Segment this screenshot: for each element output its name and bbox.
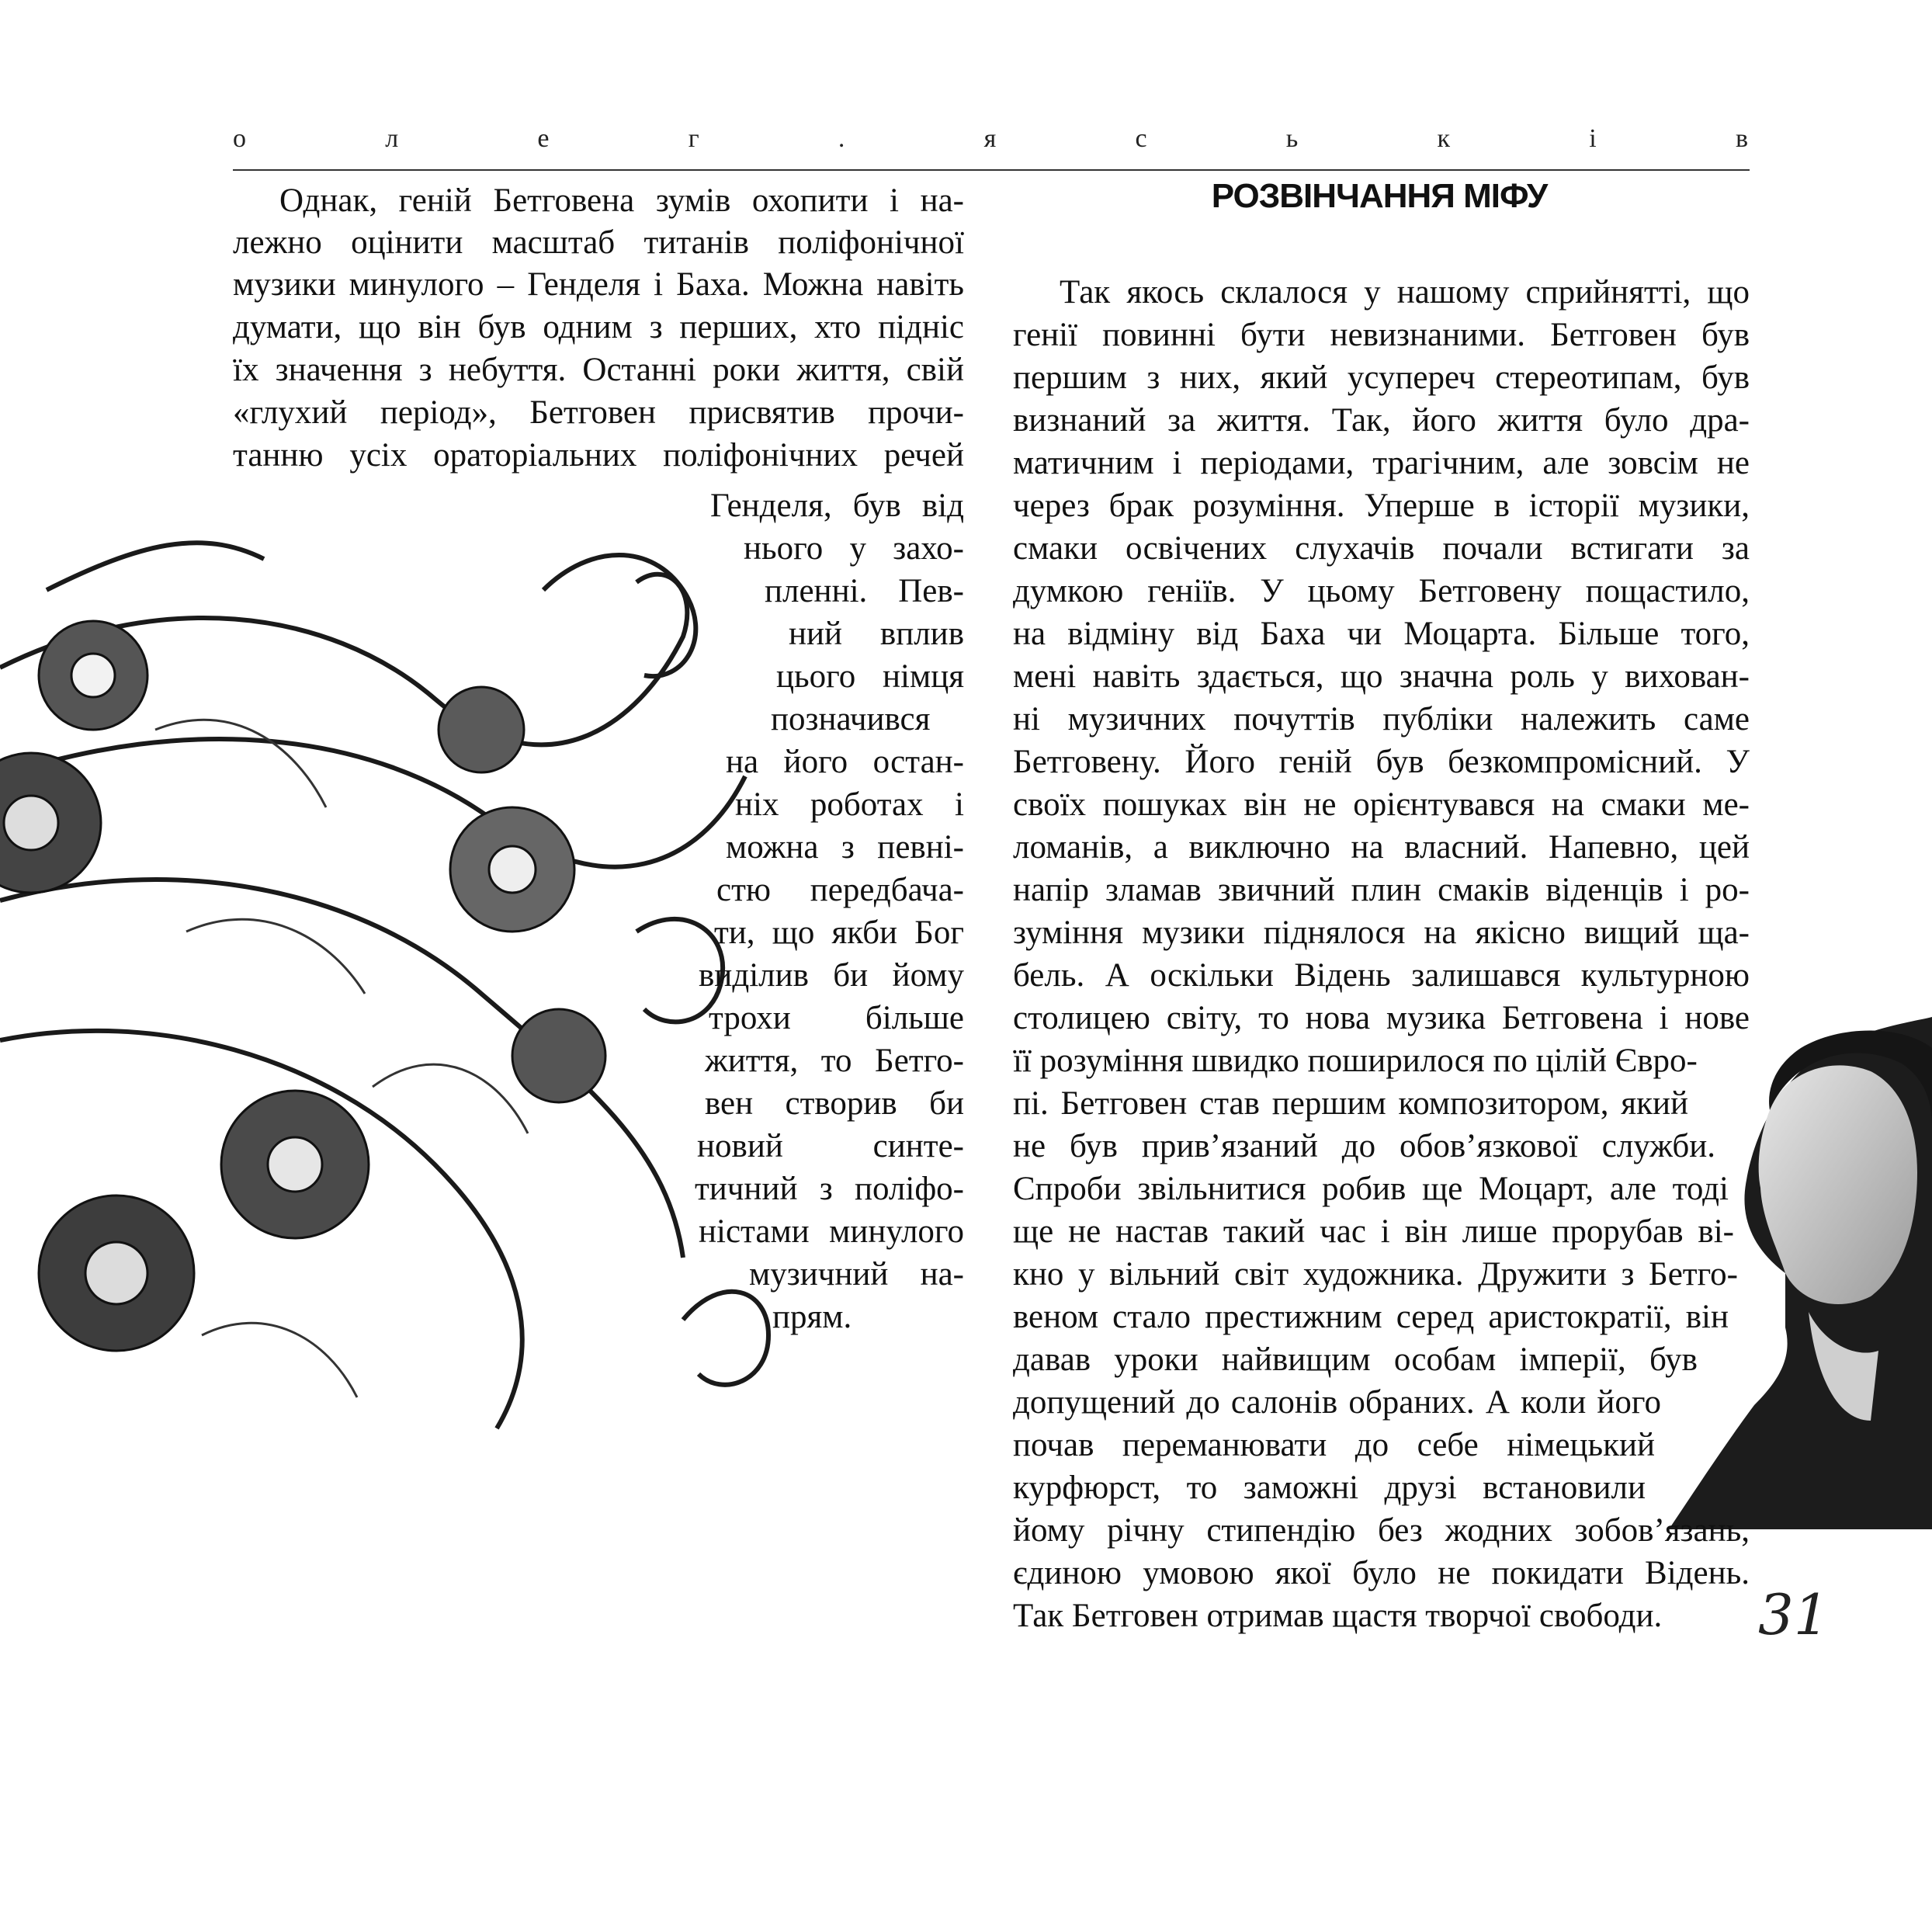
- right-text-line: генії повинні бути невизнаними. Бетговен був: [1013, 317, 1750, 353]
- left-text-line: стю передбача-: [716, 872, 964, 908]
- header-letter: і: [1589, 124, 1598, 153]
- left-text-line: прям.: [772, 1299, 852, 1335]
- right-text-line: мені навіть здається, що значна роль у вихован-: [1013, 658, 1750, 695]
- header-letter: с: [1135, 124, 1149, 153]
- left-text-line: музики минулого – Генделя і Баха. Можна навіть: [233, 266, 964, 303]
- right-text-line: визнаний за життя. Так, його життя було дра-: [1013, 402, 1750, 439]
- header-letter: г: [688, 124, 701, 153]
- right-text-line: бель. А оскільки Відень залишався культурною: [1013, 957, 1750, 994]
- right-text-line: веном стало престижним серед аристократії, він: [1013, 1299, 1729, 1335]
- running-header: [233, 124, 1750, 154]
- left-text-line: лежно оцінити масштаб титанів поліфонічної: [233, 224, 964, 261]
- header-letter: е: [537, 124, 551, 153]
- right-text-line: не був прив’язаний до обов’язкової служби.: [1013, 1128, 1715, 1164]
- left-text-line: ти, що якби Бог: [714, 914, 964, 951]
- left-text-line: їх значення з небуття. Останні роки життя, свій: [233, 352, 964, 388]
- right-text-line: ще не настав такий час і він лише прорубав ві-: [1013, 1213, 1734, 1250]
- header-letter: л: [385, 124, 401, 153]
- header-rule: [233, 169, 1750, 171]
- left-text-line: на його остан-: [726, 744, 964, 780]
- left-text-line: ніх роботах і: [735, 786, 964, 823]
- left-text-line: цього німця: [776, 658, 964, 695]
- left-text-line: «глухий період», Бетговен присвятив прочи-: [233, 394, 964, 431]
- header-letter: в: [1735, 124, 1750, 153]
- left-text-line: вен створив би: [705, 1085, 964, 1122]
- left-text-line: думати, що він був одним з перших, хто підніс: [233, 309, 964, 345]
- right-text-line: матичним і періодами, трагічним, але зовсім не: [1013, 445, 1750, 481]
- right-text-line: столицею світу, то нова музика Бетговена і нове: [1013, 1000, 1750, 1036]
- right-text-line: ні музичних почуттів публіки належить саме: [1013, 701, 1750, 737]
- left-text-line: виділив би йому: [699, 957, 964, 994]
- right-text-line: Так якось склалося у нашому сприйнятті, що: [1060, 274, 1750, 311]
- left-text-line: позначився: [771, 701, 931, 737]
- right-text-line: давав уроки найвищим особам імперії, був: [1013, 1341, 1698, 1378]
- right-text-line: Бетговену. Його геній був безкомпромісний. У: [1013, 744, 1750, 780]
- left-text-line: Однак, геній Бетговена зумів охопити і на-: [279, 182, 964, 219]
- right-text-line: смаки освічених слухачів почали встигати за: [1013, 530, 1750, 567]
- right-text-line: ломанів, а виключно на власний. Напевно, цей: [1013, 829, 1750, 866]
- right-text-line: Спроби звільнитися робив ще Моцарт, але тоді: [1013, 1171, 1729, 1207]
- right-text-line: її розуміння швидко поширилося по цілій Євро-: [1013, 1043, 1698, 1079]
- left-text-line: пленні. Пев-: [765, 573, 964, 609]
- section-title: РОЗВІНЧАННЯ МІФУ: [1211, 177, 1548, 215]
- left-text-line: новий синте-: [697, 1128, 964, 1164]
- right-text-line: єдиною умовою якої було не покидати Відень.: [1013, 1555, 1750, 1591]
- header-letter: ь: [1285, 124, 1300, 153]
- left-text-line: Генделя, був від: [710, 488, 964, 524]
- right-text-line: на відміну від Баха чи Моцарта. Більше того,: [1013, 616, 1750, 652]
- left-text-line: нього у захо-: [744, 530, 964, 567]
- header-letter: .: [838, 124, 847, 153]
- right-text-line: своїх пошуках він не орієнтувався на смаки ме-: [1013, 786, 1750, 823]
- right-text-line: Так Бетговен отримав щастя творчої свободи.: [1013, 1598, 1663, 1634]
- left-text-line: ний вплив: [789, 616, 964, 652]
- right-text-line: першим з них, який усупереч стереотипам, був: [1013, 359, 1750, 396]
- page-number: 31: [1758, 1582, 1830, 1647]
- left-text-line: тичний з поліфо-: [695, 1171, 964, 1207]
- right-text-line: йому річну стипендію без жодних зобов’язань,: [1013, 1512, 1750, 1549]
- right-text-line: напір зламав звичний плин смаків віденців і ро-: [1013, 872, 1750, 908]
- left-text-line: можна з певні-: [726, 829, 964, 866]
- left-text-line: трохи більше: [709, 1000, 964, 1036]
- right-text-line: пі. Бетговен став першим композитором, який: [1013, 1085, 1688, 1122]
- right-text-line: курфюрст, то заможні друзі встановили: [1013, 1470, 1646, 1506]
- header-letter: о: [233, 124, 248, 153]
- left-text-line: танню усіх ораторіальних поліфонічних речей: [233, 437, 964, 474]
- left-text-line: життя, то Бетго-: [705, 1043, 964, 1079]
- right-text-line: почав переманювати до себе німецький: [1013, 1427, 1655, 1463]
- right-text-line: допущений до салонів обраних. А коли його: [1013, 1384, 1661, 1421]
- right-text-line: думкою геніїв. У цьому Бетговену пощастило,: [1013, 573, 1750, 609]
- header-letter: к: [1437, 124, 1452, 153]
- left-text-line: музичний на-: [749, 1256, 964, 1293]
- header-letter: я: [983, 124, 998, 153]
- right-text-line: через брак розуміння. Уперше в історії музики,: [1013, 488, 1750, 524]
- right-text-line: кно у вільний світ художника. Дружити з Бетго-: [1013, 1256, 1738, 1293]
- right-text-line: зуміння музики піднялося на якісно вищий ща-: [1013, 914, 1750, 951]
- left-text-line: ністами минулого: [699, 1213, 964, 1250]
